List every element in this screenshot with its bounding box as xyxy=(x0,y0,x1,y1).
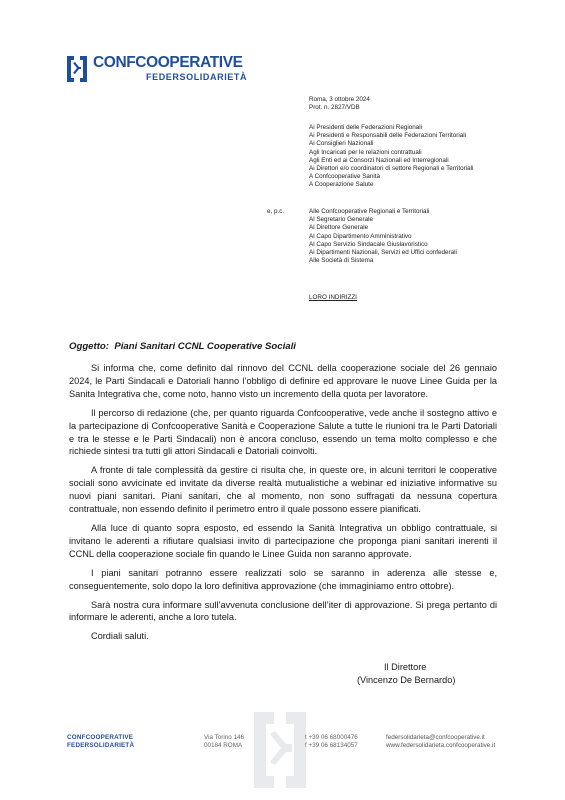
footer-org-line2: FEDERSOLIDARIETÀ xyxy=(67,742,135,749)
recipient-item: A Cooperazione Salute xyxy=(309,181,374,189)
closing-salutation: Cordiali saluti. xyxy=(91,631,149,642)
recipient-item: Agli Enti ed ai Consorzi Nazionali ed Interregionali xyxy=(309,156,449,164)
body-paragraph: Sarà nostra cura informare sull’avvenuta conclusione dell’iter di approvazione. Si prega pertanto di informare le aderenti, anche a loro tutela. xyxy=(69,599,497,623)
letter-body xyxy=(69,362,497,649)
signature-title: Il Direttore xyxy=(384,662,427,672)
cc-item: Alle Confcooperative Regionali e Territoriali xyxy=(309,208,430,215)
recipient-item: Ai Direttori e/o coordinatori di settore Regionali e Territoriali xyxy=(309,165,474,173)
footer-org-line1: CONFCOOPERATIVE xyxy=(67,734,134,741)
body-paragraph: Alla luce di quanto sopra esposto, ed essendo la Sanità Integrativa un obbligo contrattuale, si invitano le aderenti a rifiutare qualsiasi invito di partecipazione che proponga piani sanitari inerenti il CCNL della cooperazione sociale fin quando le Linee Guida non saranno approvate. xyxy=(69,522,497,559)
loro-indirizzi: LORO INDIRIZZI xyxy=(309,294,357,301)
logo-brand-text: CONFCOOPERATIVE xyxy=(93,54,243,71)
logo-watermark-icon xyxy=(250,710,310,790)
footer-address-line2: 00184 ROMA xyxy=(204,742,243,749)
subject-label: Oggetto xyxy=(69,341,106,352)
cc-item: Alle Società di Sistema xyxy=(309,257,374,265)
recipient-item: Ai Consiglieri Nazionali xyxy=(309,140,374,148)
logo-sub-text: FEDERSOLIDARIETÀ xyxy=(146,72,248,82)
body-paragraph: Si informa che, come definito dal rinnovo del CCNL della cooperazione sociale del 26 gennaio 2024, le Parti Sindacali e Datoriali hanno l’obbligo di definire ed approvare le nuove Linee Guida per la Sanita Integrativa che, come noto, hanno visto un incremento della quota per lavoratore. xyxy=(69,363,497,399)
body-paragraph: Il percorso di redazione (che, per quanto riguarda Confcooperative, vede anche il sostegno attivo e la partecipazione di Confcooperative Sanità e Cooperazione Salute a tutte le riunioni tra le Parti Datoriali e tra le stesse e le Parti Sindacali) non è ancora concluso, essendo un tema molto complesso e che richiede sintesi tra tutti gli attori Sindacali e Datoriali coinvolti. xyxy=(69,407,497,457)
footer-address-line1: Via Torino 146 xyxy=(204,734,245,741)
cc-label: e, p.c. xyxy=(267,208,285,215)
recipient-item: Ai Presidenti e Responsabili delle Federazioni Territoriali xyxy=(309,132,467,140)
recipient-item: A Confcooperative Sanità xyxy=(309,173,381,181)
subject-line: Oggetto: Piani Sanitari CCNL Cooperative Sociali xyxy=(69,341,296,352)
cc-item: Al Capo Dipartimento Amministrativo xyxy=(309,232,412,240)
subject-text: Piani Sanitari CCNL Cooperative Sociali xyxy=(114,341,296,352)
footer-phone-line2: f +39 06 68134057 xyxy=(305,742,358,749)
footer-email-link[interactable]: federsolidarieta@confcooperative.it xyxy=(386,734,485,741)
signature-name: (Vincenzo De Bernardo) xyxy=(357,675,456,685)
confcooperative-logo-mark-icon xyxy=(66,55,88,83)
confcooperative-logo xyxy=(66,52,266,88)
body-paragraph: I piani sanitari potranno essere realizzati solo se saranno in aderenza alle stesse e, conseguentemente, solo dopo la loro definitiva approvazione (che immaginiamo entro ottobre). xyxy=(69,567,497,591)
footer-phone xyxy=(305,734,358,750)
footer-phone-line1: t +39 06 68000476 xyxy=(305,734,358,741)
footer-address xyxy=(204,734,244,750)
recipient-item: Agli Incaricati per le relazioni contrattuali xyxy=(309,148,422,156)
cc-item: Al Direttore Generale xyxy=(309,224,369,232)
cc-item: Al Segretario Generale xyxy=(309,216,374,224)
date-block xyxy=(309,96,370,112)
letter-date: Roma, 3 ottobre 2024 xyxy=(309,96,370,103)
recipient-item: Ai Presidenti delle Federazioni Regionali xyxy=(309,124,423,131)
protocol-number: Prot. n. 2827/VDB xyxy=(309,104,360,112)
recipient-list xyxy=(309,124,473,190)
signature-block xyxy=(357,661,455,687)
footer-contacts xyxy=(386,734,495,750)
footer-org xyxy=(67,734,134,750)
cc-item: Al Capo Servizio Sindacale Giuslavoristico xyxy=(309,240,428,248)
cc-list xyxy=(309,208,457,265)
body-paragraph: A fronte di tale complessità da gestire ci risulta che, in queste ore, in alcuni territori le cooperative sociali sono avvicinate ed invitate da diverse realtà mutualistiche a webinar ed iniziative informative su nuovi piani sanitari. Piani sanitari, che al momento, non sono suffragati da nessuna copertura contrattuale, non essendo definito il perimetro entro il quale possono essere pianificati. xyxy=(69,465,497,515)
cc-item: Ai Dipartimenti Nazionali, Servizi ed Uffici confederali xyxy=(309,249,457,257)
footer-website-link[interactable]: www.federsolidarieta.confcooperative.it xyxy=(386,742,496,749)
